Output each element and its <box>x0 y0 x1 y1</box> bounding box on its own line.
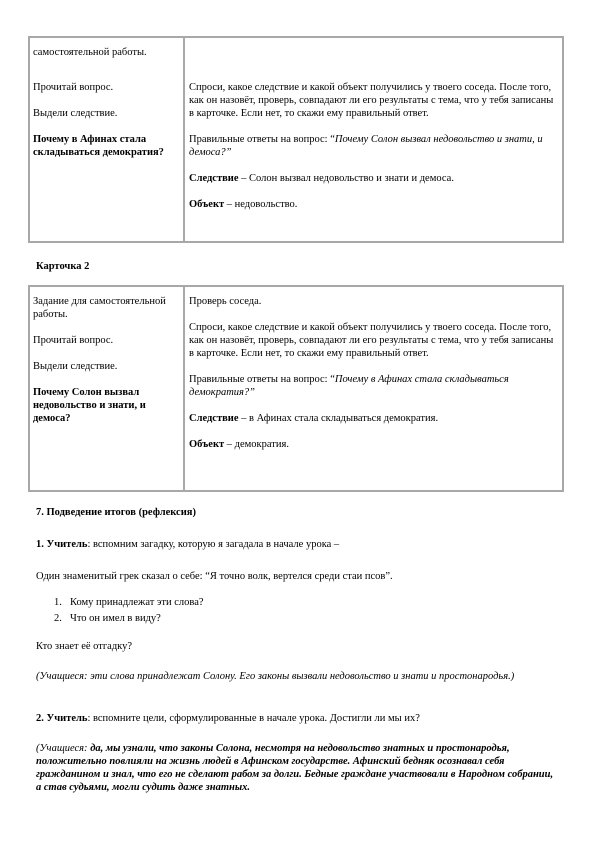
card1-answer-cell <box>185 38 562 241</box>
highlight-instruction: Выдели следствие. <box>33 108 118 119</box>
card-question: Почему в Афинах стала складываться демократия? <box>33 134 164 158</box>
consequence-line: Следствие – Солон вызвал недовольство и знати и демоса. <box>189 173 454 184</box>
read-instruction: Прочитай вопрос. <box>33 82 114 93</box>
card1-table <box>28 36 564 243</box>
object-line: Объект – недовольство. <box>189 199 298 210</box>
students-answer-2: (Учащиеся: да, мы узнали, что законы Солона, несмотря на недовольство знатных и простонародья, положительно повлияли на жизнь людей в Афинском государстве. Афинский бедняк осознавал себя гражданином и знал, что его не сделают рабом за долги. Бедные граждане участвовали в Народном собрании, а став судьями, могли судить даже знатных. <box>36 743 554 793</box>
card1-task-cell <box>30 38 185 241</box>
consequence-line: Следствие – в Афинах стала складываться демократия. <box>189 413 439 424</box>
card2-answer-cell <box>185 287 562 490</box>
riddle-questions-list <box>54 596 574 625</box>
who-knows: Кто знает её отгадку? <box>36 641 133 652</box>
teacher-question-2: 2. Учитель: вспомните цели, сформулированные в начале урока. Достигли ли мы их? <box>36 713 420 724</box>
card-question: Почему Солон вызвал недовольство и знати, и демоса? <box>33 387 146 424</box>
riddle-quote: Один знаменитый грек сказал о себе: “Я точно волк, вертелся среди стаи псов”. <box>36 571 393 582</box>
ask-instruction: Спроси, какое следствие и какой объект получились у твоего соседа. После того, как он назовёт, проверь, совпадают ли его результаты с тема, что у тебя записаны в карточке. Если нет, то скажи ему правильный ответ. <box>189 322 554 359</box>
highlight-instruction: Выдели следствие. <box>33 361 118 372</box>
correct-answers: Правильные ответы на вопрос: “Почему Солон вызвал недовольство и знати, и демоса?” <box>189 134 543 158</box>
object-line: Объект – демократия. <box>189 439 289 450</box>
teacher-question-1: 1. Учитель: вспомним загадку, которую я загадала в начале урока – <box>36 539 340 550</box>
students-answer-1: (Учащиеся: эти слова принадлежат Солону. Его законы вызвали недовольство и знати и простонародья.) <box>36 671 515 682</box>
card2-task-cell <box>30 287 185 490</box>
section-title: 7. Подведение итогов (рефлексия) <box>36 507 196 518</box>
card2-title: Карточка 2 <box>36 261 90 272</box>
list-item: 2. Что он имел в виду? <box>54 613 161 624</box>
correct-answers: Правильные ответы на вопрос: “Почему в Афинах стала складываться демократия?” <box>189 374 509 398</box>
check-instruction: Проверь соседа. <box>189 296 262 307</box>
task-label: Задание для самостоятельной работы. <box>33 296 166 320</box>
read-instruction: Прочитай вопрос. <box>33 335 114 346</box>
task-label: самостоятельной работы. <box>33 47 147 58</box>
ask-instruction: Спроси, какое следствие и какой объект получились у твоего соседа. После того, как он назовёт, проверь, совпадают ли его результаты с тема, что у тебя записаны в карточке. Если нет, то скажи ему правильный ответ. <box>189 82 554 119</box>
list-item: 1. Кому принадлежат эти слова? <box>54 597 204 608</box>
card2-table <box>28 285 564 492</box>
